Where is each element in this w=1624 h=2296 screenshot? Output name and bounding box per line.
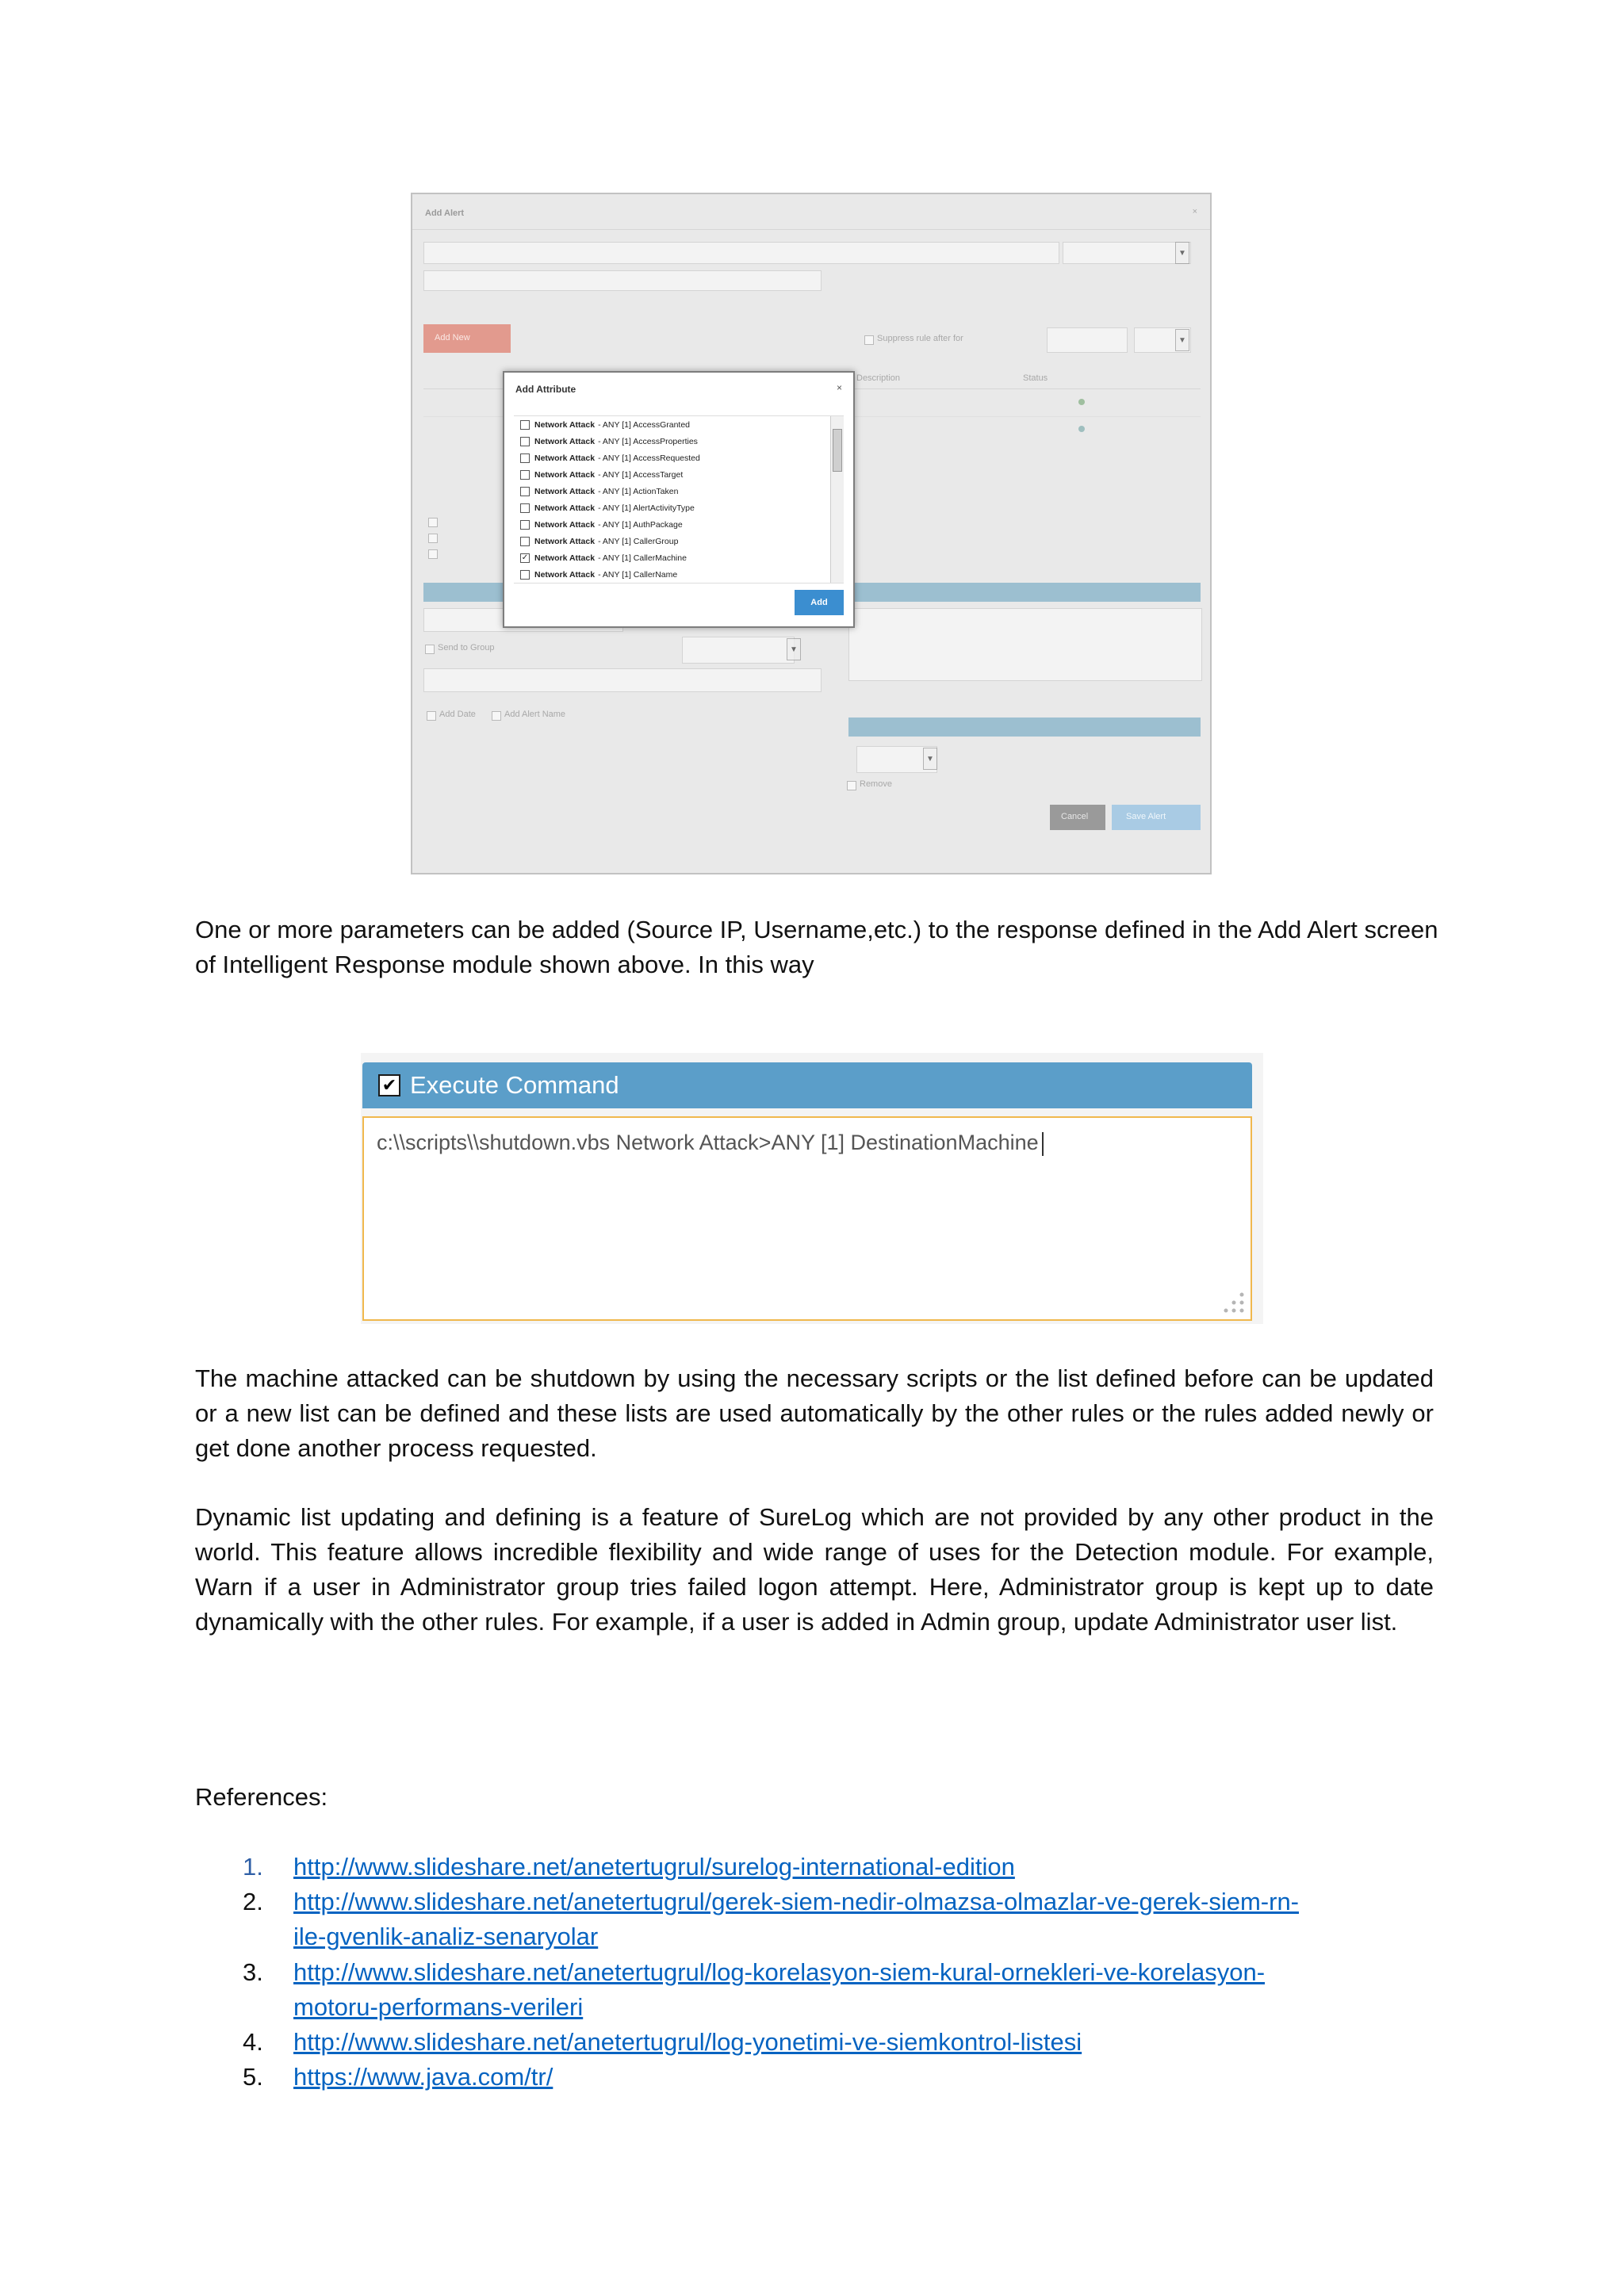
attribute-category: Network Attack xyxy=(534,419,596,430)
suppress-checkbox xyxy=(864,335,874,345)
reference-link[interactable]: http://www.slideshare.net/anetertugrul/log-korelasyon-siem-kural-ornekleri-ve-korelasyon- xyxy=(293,1958,1266,1986)
paragraph-dynamic-lists: Dynamic list updating and defining is a feature of SureLog which are not provided by any other product in the world. This feature allows incredible flexibility and wide range of uses for the Detection module. For example, Warn if a user in Administrator group tries failed logon attempt. Here, Administrator group is kept up to date dynamically with the other rules. For example, if a user is added in Admin group, update Administrator user list. xyxy=(195,1503,1434,1636)
attribute-category: Network Attack xyxy=(534,453,596,463)
paragraph-shutdown-scripts: The machine attacked can be shutdown by using the necessary scripts or the list defined before can be updated or a new list can be defined and these lists are used automatically by the other rules or the rules added newly or get done another process requested. xyxy=(195,1364,1434,1462)
add-date-label: Add Date xyxy=(439,710,476,719)
attribute-row[interactable] xyxy=(514,433,844,450)
add-new-label: Add New xyxy=(435,333,470,342)
text-caret xyxy=(1042,1132,1044,1156)
scrollbar-thumb[interactable] xyxy=(833,429,842,472)
add-attribute-button[interactable]: Add xyxy=(795,590,844,615)
attribute-name: - ANY [1] AccessProperties xyxy=(598,436,698,446)
reference-number: 3. xyxy=(243,1958,263,1986)
dialog-close-icon[interactable]: × xyxy=(836,382,842,393)
section-header-bar xyxy=(848,583,1201,602)
dialog-title: Add Attribute xyxy=(515,384,576,395)
option-checkbox xyxy=(428,549,438,559)
reference-number: 5. xyxy=(243,2063,263,2091)
attribute-category: Network Attack xyxy=(534,486,596,496)
attribute-row[interactable] xyxy=(514,466,844,483)
add-date-checkbox xyxy=(427,711,436,721)
attribute-checkbox[interactable]: ✓ xyxy=(521,553,529,562)
reference-link[interactable]: http://www.slideshare.net/anetertugrul/log-yonetimi-ve-siemkontrol-listesi xyxy=(293,2028,1082,2056)
attribute-category: Network Attack xyxy=(534,436,596,446)
attribute-row[interactable] xyxy=(514,516,844,533)
execute-command-textarea[interactable] xyxy=(362,1116,1252,1321)
attribute-row[interactable] xyxy=(514,483,844,499)
attribute-checkbox[interactable] xyxy=(520,570,530,580)
reference-number: 1. xyxy=(243,1853,263,1881)
execute-command-title: Execute Command xyxy=(410,1071,619,1099)
execute-command-checkbox[interactable]: ✔ xyxy=(378,1074,400,1096)
add-alert-title: Add Alert xyxy=(425,209,465,218)
suppress-value-field xyxy=(1047,327,1128,353)
attribute-name: - ANY [1] AccessRequested xyxy=(598,453,700,463)
reference-number: 4. xyxy=(243,2028,263,2056)
execute-command-screenshot xyxy=(361,1053,1263,1324)
reference-number: 2. xyxy=(243,1888,263,1915)
attribute-category: Network Attack xyxy=(534,469,596,480)
command-text: c:\\scripts\\shutdown.vbs Network Attack>ANY [1] DestinationMachine xyxy=(377,1131,1039,1154)
option-checkbox xyxy=(428,518,438,527)
add-attribute-dialog[interactable] xyxy=(503,371,855,628)
attribute-category: Network Attack xyxy=(534,536,596,546)
alert-type-dropdown-icon: ▼ xyxy=(1175,242,1189,264)
status-dot-icon xyxy=(1078,399,1085,405)
suppress-unit-dropdown-icon: ▼ xyxy=(1175,329,1189,351)
remove-label: Remove xyxy=(860,779,892,789)
attribute-checkbox[interactable] xyxy=(520,420,530,430)
notes-area xyxy=(848,608,1202,681)
status-dot-icon xyxy=(1078,426,1085,432)
target-dropdown-icon: ▼ xyxy=(923,748,937,770)
attribute-checkbox[interactable] xyxy=(520,520,530,530)
attribute-checkbox[interactable] xyxy=(520,537,530,546)
reference-link[interactable]: http://www.slideshare.net/anetertugrul/surelog-international-edition xyxy=(293,1853,1015,1881)
attribute-checkbox[interactable] xyxy=(520,470,530,480)
status-header: Status xyxy=(1023,373,1048,383)
suppress-label: Suppress rule after for xyxy=(877,334,963,343)
attribute-category: Network Attack xyxy=(534,503,596,513)
attribute-name: - ANY [1] AlertActivityType xyxy=(598,503,695,513)
cancel-button xyxy=(1050,805,1105,830)
reference-link-continued[interactable]: motoru-performans-verileri xyxy=(293,1993,584,2021)
attribute-name: - ANY [1] AuthPackage xyxy=(598,519,683,530)
attribute-list-scrollbar[interactable] xyxy=(830,416,844,583)
attribute-row[interactable] xyxy=(514,450,844,466)
references-heading: References: xyxy=(195,1783,328,1811)
add-alert-name-label: Add Alert Name xyxy=(504,710,566,719)
attribute-name: - ANY [1] CallerName xyxy=(598,569,678,580)
alert-type-select xyxy=(1063,242,1191,264)
add-new-button xyxy=(423,324,511,353)
add-alert-close-icon: × xyxy=(1192,207,1197,216)
attribute-row[interactable] xyxy=(514,499,844,516)
attribute-category: Network Attack xyxy=(534,519,596,530)
send-to-group-label: Send to Group xyxy=(438,643,495,652)
section-header-bar xyxy=(848,718,1201,737)
reference-link-continued[interactable]: ile-gvenlik-analiz-senaryolar xyxy=(293,1923,599,1950)
attribute-row[interactable] xyxy=(514,416,844,433)
paragraph-intelligent-response: One or more parameters can be added (Source IP, Username,etc.) to the response defined in the Add Alert screen of Intelligent Response module shown above. In this way xyxy=(195,916,1438,978)
attribute-row[interactable] xyxy=(514,533,844,549)
reference-link[interactable]: https://www.java.com/tr/ xyxy=(293,2063,553,2091)
divider xyxy=(412,229,1210,230)
group-dropdown-icon: ▼ xyxy=(787,638,801,660)
alert-description-field xyxy=(423,270,822,291)
attribute-list[interactable] xyxy=(514,415,844,584)
attribute-row[interactable] xyxy=(514,566,844,583)
add-alert-name-checkbox xyxy=(492,711,501,721)
attribute-checkbox[interactable] xyxy=(520,487,530,496)
attribute-category: Network Attack xyxy=(534,569,596,580)
attribute-checkbox[interactable] xyxy=(520,437,530,446)
save-alert-label: Save Alert xyxy=(1126,812,1166,821)
attribute-checkbox[interactable] xyxy=(520,453,530,463)
attribute-name: - ANY [1] CallerMachine xyxy=(598,553,687,563)
attribute-row[interactable] xyxy=(514,549,844,566)
group-select xyxy=(682,637,795,664)
option-checkbox xyxy=(428,534,438,543)
remove-checkbox xyxy=(847,781,856,790)
attribute-checkbox[interactable] xyxy=(520,503,530,513)
add-alert-screenshot xyxy=(411,193,1212,874)
save-alert-button xyxy=(1112,805,1201,830)
alert-name-field xyxy=(423,242,1059,264)
cancel-label: Cancel xyxy=(1061,812,1089,821)
send-to-group-checkbox xyxy=(425,645,435,654)
resize-grip-icon[interactable] xyxy=(1222,1291,1246,1314)
attribute-name: - ANY [1] CallerGroup xyxy=(598,536,679,546)
execute-command-header xyxy=(362,1062,1252,1108)
group-members-field xyxy=(423,668,822,692)
description-header: Description xyxy=(856,373,901,383)
attribute-name: - ANY [1] AccessGranted xyxy=(598,419,691,430)
attribute-category: Network Attack xyxy=(534,553,596,563)
attribute-name: - ANY [1] ActionTaken xyxy=(598,486,679,496)
attribute-name: - ANY [1] AccessTarget xyxy=(598,469,684,480)
reference-link[interactable]: http://www.slideshare.net/anetertugrul/gerek-siem-nedir-olmazsa-olmazlar-ve-gerek-siem-rn- xyxy=(293,1888,1300,1915)
